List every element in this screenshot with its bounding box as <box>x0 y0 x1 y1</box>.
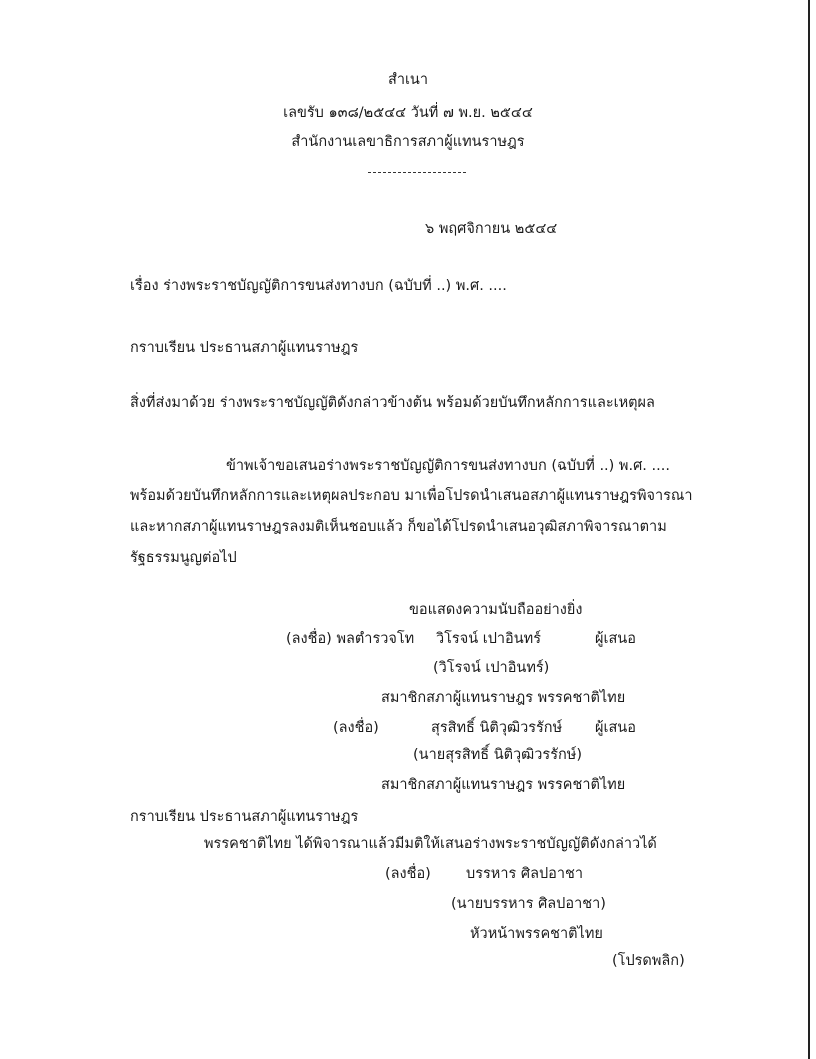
salutation: กราบเรียน ประธานสภาผู้แทนราษฎร <box>130 340 359 356</box>
signer1-role: ผู้เสนอ <box>595 631 636 647</box>
office-name: สำนักงานเลขาธิการสภาผู้แทนราษฎร <box>291 134 525 150</box>
signer1-printed-name: (วิโรจน์ เปาอินทร์) <box>433 660 550 676</box>
endorsement-text: พรรคชาติไทย ได้พิจารณาแล้วมีมติให้เสนอร่างพระราชบัญญัติดังกล่าวได้ <box>204 836 657 852</box>
signer2-position: สมาชิกสภาผู้แทนราษฎร พรรคชาติไทย <box>381 777 626 793</box>
signer2-printed-name: (นายสุรสิทธิ์ นิติวุฒิวรรักษ์) <box>413 747 582 763</box>
signer1-signed: (ลงชื่อ) พลตำรวจโท <box>286 631 415 647</box>
endorsement-position: หัวหน้าพรรคชาติไทย <box>470 926 603 942</box>
signer1-position: สมาชิกสภาผู้แทนราษฎร พรรคชาติไทย <box>381 690 626 706</box>
body-line-4: รัฐธรรมนูญต่อไป <box>130 550 237 566</box>
letter-date: ๖ พฤศจิกายน ๒๕๔๔ <box>425 221 558 237</box>
signer2-role: ผู้เสนอ <box>595 720 636 736</box>
signer2-signature: สุรสิทธิ์ นิติวุฒิวรรักษ์ <box>431 720 563 736</box>
signer2-signed: (ลงชื่อ) <box>333 720 379 736</box>
endorsement-salutation: กราบเรียน ประธานสภาผู้แทนราษฎร <box>130 809 359 825</box>
body-line-2: พร้อมด้วยบันทึกหลักการและเหตุผลประกอบ มาเพื่อโปรดนำเสนอสภาผู้แทนราษฎรพิจารณา <box>130 488 693 504</box>
closing: ขอแสดงความนับถืออย่างยิ่ง <box>409 602 583 618</box>
header-divider <box>368 172 466 173</box>
body-line-1: ข้าพเจ้าขอเสนอร่างพระราชบัญญัติการขนส่งทางบก (ฉบับที่ ..) พ.ศ. .... <box>226 458 670 474</box>
copy-label: สำเนา <box>387 72 428 88</box>
enclosure-line: สิ่งที่ส่งมาด้วย ร่างพระราชบัญญัติดังกล่าวข้างต้น พร้อมด้วยบันทึกหลักการและเหตุผล <box>130 395 655 411</box>
endorsement-printed-name: (นายบรรหาร ศิลปอาชา) <box>451 896 606 912</box>
signer1-signature: วิโรจน์ เปาอินทร์ <box>436 631 542 647</box>
turn-over-note: (โปรดพลิก) <box>612 953 685 969</box>
receipt-number: เลขรับ ๑๓๘/๒๕๔๔ วันที่ ๗ พ.ย. ๒๕๔๔ <box>283 105 533 121</box>
subject-line: เรื่อง ร่างพระราชบัญญัติการขนส่งทางบก (ฉบับที่ ..) พ.ศ. .... <box>130 278 507 294</box>
body-line-3: และหากสภาผู้แทนราษฎรลงมติเห็นชอบแล้ว ก็ขอได้โปรดนำเสนอวุฒิสภาพิจารณาตาม <box>130 519 667 535</box>
scan-edge <box>808 0 810 1059</box>
endorsement-signature: บรรหาร ศิลปอาชา <box>466 866 584 882</box>
endorsement-signed: (ลงชื่อ) <box>385 866 431 882</box>
